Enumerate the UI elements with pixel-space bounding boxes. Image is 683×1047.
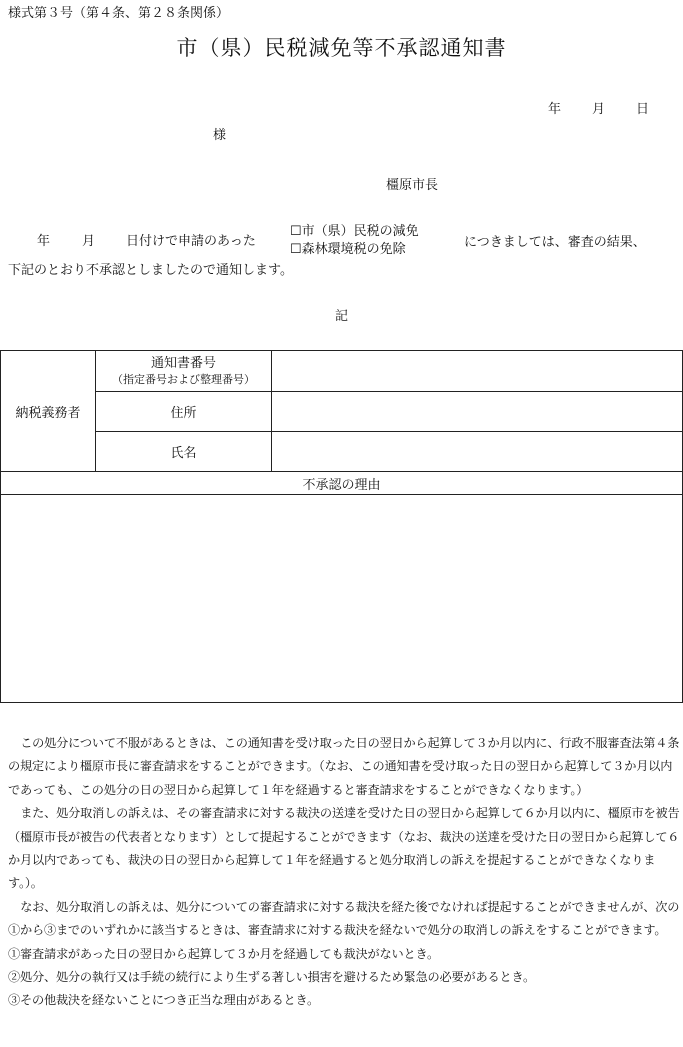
note-item-3: ③その他裁決を経ないことにつき正当な理由があるとき。: [8, 993, 319, 1008]
note-item-1: ①審査請求があった日の翌日から起算して３か月を経過しても裁決がないとき。: [8, 946, 439, 961]
notice-table: [0, 350, 683, 703]
result-text-line1: につきましては、審査の結果、: [464, 235, 646, 250]
note-paragraph: また、処分取消しの訴えは、その審査請求に対する裁決の送達を受けた日の翌日から起算して６か月以内に、橿原市を被告（橿原市長が被告の代表者となります）として提起することができます（なお、裁決の送達を受けた日の翌日から起算して６か月以内であっても、裁決の日の翌日から起算して１年を経過すると処分取消しの訴えを提起することができなくなります。）。: [8, 806, 680, 891]
address-label: 住所: [96, 392, 272, 432]
document-title: 市（県）民税減免等不承認通知書: [176, 36, 507, 60]
application-month-label: 月: [82, 234, 96, 249]
notice-number-field[interactable]: [272, 351, 683, 392]
taxpayer-label: 納税義務者: [1, 351, 96, 472]
notice-number-label: 通知書番号 （指定番号および整理番号）: [96, 351, 272, 392]
note-item-2: ②処分、処分の執行又は手続の続行により生ずる著しい損害を避けるため緊急の必要があるとき。: [8, 970, 535, 985]
appeal-notes: [8, 732, 680, 1013]
date-day-label: 日: [636, 102, 650, 117]
name-field[interactable]: [272, 432, 683, 472]
reason-label: 不承認の理由: [1, 472, 683, 495]
reason-field[interactable]: [1, 495, 683, 703]
name-label: 氏名: [96, 432, 272, 472]
addressee-suffix: 様: [213, 128, 227, 143]
date-year-label: 年: [548, 102, 562, 117]
option-forest-tax-exemption[interactable]: ☐森林環境税の免除: [290, 242, 406, 257]
application-date-tail: 日付けで申請のあった: [126, 234, 256, 249]
application-year-label: 年: [37, 234, 51, 249]
form-number: 様式第３号（第４条、第２８条関係）: [8, 6, 230, 21]
date-month-label: 月: [592, 102, 606, 117]
ki-heading: 記: [335, 309, 349, 324]
result-text-line2: 下記のとおり不承認としましたので通知します。: [8, 263, 293, 278]
note-paragraph: なお、処分取消しの訴えは、処分についての審査請求に対する裁決を経た後でなければ提起することができませんが、次の①から③までのいずれかに該当するときは、審査請求に対する裁決を経ないで処分の取消しの訴えをすることができます。: [8, 899, 680, 938]
option-municipal-tax-reduction[interactable]: ☐市（県）民税の減免: [290, 224, 419, 239]
issuer-name: 橿原市長: [386, 178, 439, 193]
note-paragraph: この処分について不服があるときは、この通知書を受け取った日の翌日から起算して３か月以内に、行政不服審査法第４条の規定により橿原市長に審査請求をすることができます。（なお、この通知書を受け取った日の翌日から起算して３か月以内であっても、この処分の日の翌日から起算して１年を経過すると審査請求をすることができなくなります。）: [8, 736, 680, 797]
address-field[interactable]: [272, 392, 683, 432]
